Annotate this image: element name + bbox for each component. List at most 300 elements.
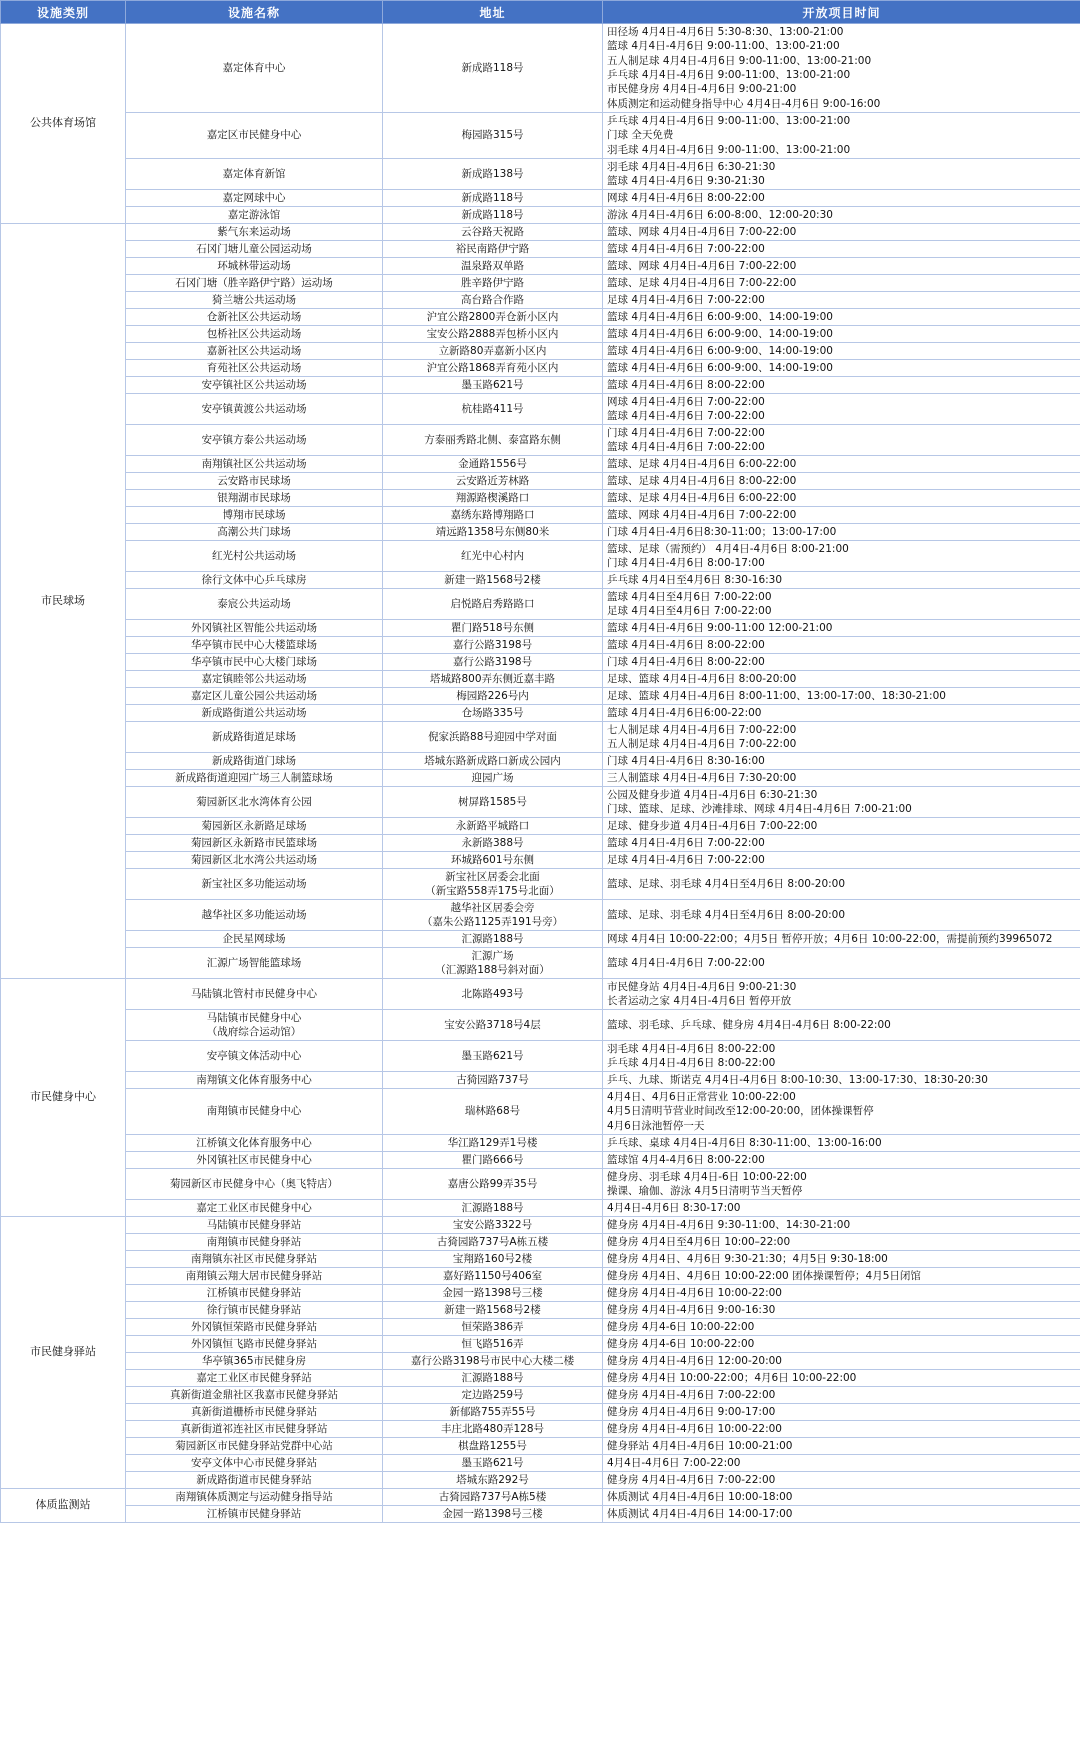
opening-times-cell-line: 门球 4月4日-4月6日 7:00-22:00 (607, 426, 765, 439)
table-row (1, 671, 1080, 688)
address-cell (383, 473, 603, 490)
table-body (1, 24, 1080, 1523)
address-cell-line: 新宝社区居委会北面 (445, 870, 540, 883)
address-cell (383, 292, 603, 309)
opening-times-cell-line: 篮球、足球、羽毛球 4月4日至4月6日 8:00-20:00 (607, 877, 846, 890)
table-row (1, 507, 1080, 524)
opening-times-cell-line: 健身房 4月4日-4月6日 10:00-22:00 (607, 1286, 782, 1299)
address-cell (383, 1387, 603, 1404)
address-cell (383, 572, 603, 589)
address-cell (383, 275, 603, 292)
opening-times-cell-line: 篮球 4月4日-4月6日 7:00-22:00 (607, 410, 765, 422)
opening-times-cell-line: 健身房 4月4日至4月6日 10:00–22:00 (607, 1235, 791, 1248)
address-cell (383, 1200, 603, 1217)
address-cell-line: 立新路80弄嘉新小区内 (438, 344, 547, 357)
facility-name-cell (126, 1089, 383, 1135)
opening-times-cell-line: 4月6日泳池暂停一天 (607, 1119, 705, 1132)
table-row (1, 753, 1080, 770)
category-cell: 公共体育场馆 (1, 24, 126, 224)
opening-times-cell-line: 门球 4月4日-4月6日 8:30-16:00 (607, 754, 765, 767)
table-row (1, 1370, 1080, 1387)
facility-name-cell-line: 安亭镇社区公共运动场 (201, 378, 307, 391)
facility-name-cell-line: （战府综合运动馆） (206, 1026, 302, 1038)
opening-times-cell-line: 健身驿站 4月4日-4月6日 10:00-21:00 (607, 1439, 793, 1452)
opening-times-cell-line: 篮球、足球、羽毛球 4月4日至4月6日 8:00-20:00 (607, 908, 846, 921)
facility-name-cell-line: 南翔镇体质测定与运动健身指导站 (175, 1490, 333, 1503)
opening-times-cell-line: 七人制足球 4月4日-4月6日 7:00-22:00 (607, 723, 797, 736)
address-cell-line: 沪宜公路1868弄育苑小区内 (426, 361, 559, 374)
address-cell-line: 墨玉路621号 (461, 1456, 524, 1469)
opening-times-cell-line: 体质测试 4月4日-4月6日 14:00-17:00 (607, 1507, 793, 1520)
address-cell-line: 温泉路双单路 (461, 259, 524, 272)
opening-times-cell (603, 818, 1080, 835)
opening-times-cell-line: 篮球、足球 4月4日-4月6日 7:00-22:00 (607, 276, 797, 289)
address-cell (383, 343, 603, 360)
address-cell-line: 汇源路188号 (461, 1201, 524, 1214)
address-cell (383, 1251, 603, 1268)
table-row (1, 1135, 1080, 1152)
opening-times-cell-line: 篮球、网球 4月4日-4月6日 7:00-22:00 (607, 508, 797, 521)
address-cell (383, 524, 603, 541)
opening-times-cell (603, 1200, 1080, 1217)
address-cell (383, 207, 603, 224)
facility-name-cell (126, 900, 383, 931)
opening-times-cell (603, 1404, 1080, 1421)
facility-name-cell-line: 菊园新区北水湾公共运动场 (191, 853, 317, 866)
facility-name-cell (126, 360, 383, 377)
address-cell (383, 1319, 603, 1336)
facility-name-cell-line: 江桥镇市民健身驿站 (206, 1286, 302, 1299)
table-row (1, 1319, 1080, 1336)
address-cell-line: 嘉行公路3198号 (452, 638, 533, 651)
address-cell (383, 931, 603, 948)
opening-times-cell-line: 足球 4月4日-4月6日 7:00-22:00 (607, 293, 765, 306)
header-address: 地址 (383, 1, 603, 24)
opening-times-cell-line: 4月4日-4月6日 7:00-22:00 (607, 1456, 741, 1469)
facility-name-cell-line: 泰宸公共运动场 (217, 597, 291, 610)
opening-times-cell (603, 1455, 1080, 1472)
opening-times-cell-line: 篮球 4月4日-4月6日6:00-22:00 (607, 706, 762, 719)
opening-times-cell-line: 乒乓球 4月4日-4月6日 9:00-11:00、13:00-21:00 (607, 114, 851, 127)
facility-name-cell (126, 224, 383, 241)
table-row (1, 931, 1080, 948)
table-row (1, 1251, 1080, 1268)
facility-name-cell (126, 1404, 383, 1421)
opening-times-cell-line: 篮球 4月4日-4月6日 7:00-22:00 (607, 441, 765, 453)
opening-times-cell-line: 4月5日清明节营业时间改至12:00-20:00，团体操课暂停 (607, 1105, 874, 1118)
facility-name-cell-line: 安亭镇黄渡公共运动场 (201, 402, 307, 415)
address-cell-line: 梅园路226号内 (456, 689, 529, 702)
table-row (1, 1421, 1080, 1438)
facility-name-cell (126, 654, 383, 671)
facility-name-cell (126, 1370, 383, 1387)
opening-times-cell (603, 1285, 1080, 1302)
facility-name-cell (126, 671, 383, 688)
address-cell-line: 红光中心村内 (461, 549, 524, 562)
table-row (1, 637, 1080, 654)
opening-times-cell (603, 688, 1080, 705)
opening-times-cell (603, 1135, 1080, 1152)
address-cell-line: 嘉行公路3198号 (452, 655, 533, 668)
address-cell-line: 嘉行公路3198号市民中心大楼二楼 (410, 1354, 575, 1367)
address-cell (383, 688, 603, 705)
facility-name-cell-line: 嘉定体育中心 (222, 61, 286, 74)
address-cell (383, 360, 603, 377)
facility-name-cell-line: 仓新社区公共运动场 (206, 310, 302, 323)
opening-times-cell-line: 门球 4月4日-4月6日 8:00-22:00 (607, 655, 765, 668)
opening-times-cell (603, 113, 1080, 159)
address-cell (383, 948, 603, 979)
category-cell: 市民球场 (1, 224, 126, 979)
opening-times-cell (603, 1010, 1080, 1041)
address-cell (383, 1234, 603, 1251)
opening-times-cell (603, 620, 1080, 637)
facility-name-cell-line: 高潮公共门球场 (217, 525, 291, 538)
opening-times-cell (603, 1387, 1080, 1404)
opening-times-cell (603, 787, 1080, 818)
opening-times-cell-line: 体质测定和运动健身指导中心 4月4日-4月6日 9:00-16:00 (607, 97, 881, 110)
table-row (1, 979, 1080, 1010)
facility-name-cell-line: 真新街道金鼎社区我嘉市民健身驿站 (170, 1388, 338, 1401)
address-cell (383, 159, 603, 190)
opening-times-cell (603, 1336, 1080, 1353)
address-cell-line: 胜辛路伊宁路 (461, 276, 524, 289)
opening-times-cell (603, 309, 1080, 326)
table-row (1, 524, 1080, 541)
facility-name-cell (126, 190, 383, 207)
facility-name-cell (126, 456, 383, 473)
table-row (1, 1169, 1080, 1200)
opening-times-cell (603, 1072, 1080, 1089)
table-row (1, 1472, 1080, 1489)
facility-name-cell (126, 507, 383, 524)
opening-times-cell (603, 637, 1080, 654)
opening-times-cell-line: 市民健身站 4月4日-4月6日 9:00-21:30 (607, 980, 797, 993)
facility-name-cell (126, 1135, 383, 1152)
facility-name-cell-line: 华亭镇市民中心大楼篮球场 (191, 638, 317, 651)
facility-name-cell-line: 嘉定工业区市民健身中心 (196, 1201, 312, 1214)
facility-name-cell (126, 394, 383, 425)
facility-name-cell (126, 787, 383, 818)
opening-times-cell-line: 篮球 4月4日-4月6日 6:00-9:00、14:00-19:00 (607, 361, 833, 374)
opening-times-cell-line: 健身房 4月4日-4月6日 7:00-22:00 (607, 1473, 776, 1486)
opening-times-cell (603, 1353, 1080, 1370)
address-cell (383, 671, 603, 688)
address-cell (383, 753, 603, 770)
address-cell (383, 507, 603, 524)
table-row (1, 1387, 1080, 1404)
address-cell (383, 224, 603, 241)
table-row (1, 1438, 1080, 1455)
address-cell (383, 241, 603, 258)
opening-times-cell-line: 篮球、网球 4月4日-4月6日 7:00-22:00 (607, 225, 797, 238)
facility-name-cell (126, 309, 383, 326)
opening-times-cell (603, 1152, 1080, 1169)
address-cell-line: 金园一路1398号三楼 (442, 1286, 543, 1299)
table-row (1, 852, 1080, 869)
address-cell-line: 塔城东路292号 (456, 1473, 529, 1486)
category-cell: 市民健身中心 (1, 979, 126, 1217)
table-row (1, 1455, 1080, 1472)
opening-times-cell-line: 公园及健身步道 4月4日-4月6日 6:30-21:30 (607, 788, 818, 801)
facility-name-cell (126, 1336, 383, 1353)
category-cell: 体质监测站 (1, 1489, 126, 1523)
opening-times-cell (603, 1421, 1080, 1438)
facility-name-cell (126, 753, 383, 770)
address-cell-line: 云安路近芳林路 (455, 474, 530, 487)
table-row (1, 620, 1080, 637)
opening-times-cell-line: 篮球 4月4日-4月6日 7:00-22:00 (607, 956, 765, 969)
facility-name-cell (126, 473, 383, 490)
facility-name-cell-line: 南翔镇云翔大居市民健身驿站 (185, 1269, 323, 1282)
address-cell (383, 589, 603, 620)
facility-name-cell-line: 育苑社区公共运动场 (206, 361, 302, 374)
facility-name-cell (126, 524, 383, 541)
address-cell (383, 722, 603, 753)
opening-times-cell-line: 足球 4月4日-4月6日 7:00-22:00 (607, 853, 765, 866)
address-cell-line: 方泰丽秀路北侧、泰富路东侧 (424, 433, 561, 446)
address-cell (383, 869, 603, 900)
address-cell (383, 1089, 603, 1135)
facility-name-cell-line: 云安路市民球场 (217, 474, 291, 487)
address-cell (383, 1041, 603, 1072)
facility-name-cell-line: 新成路街道迎园广场三人制篮球场 (175, 771, 333, 784)
facility-name-cell-line: 外冈镇恒荣路市民健身驿站 (191, 1320, 317, 1333)
address-cell-line: 汇源路188号 (461, 932, 524, 945)
opening-times-cell-line: 健身房 4月4日-4月6日 9:00-16:30 (607, 1303, 776, 1316)
table-row (1, 572, 1080, 589)
opening-times-cell-line: 乒乓球 4月4日-4月6日 9:00-11:00、13:00-21:00 (607, 69, 851, 81)
address-cell-line: 环城路601号东侧 (450, 853, 535, 866)
address-cell-line: 新郁路755弄55号 (449, 1405, 536, 1418)
opening-times-cell (603, 1506, 1080, 1523)
address-cell-line: 嘉绣东路博翔路口 (450, 508, 535, 521)
facility-name-cell (126, 343, 383, 360)
facility-name-cell (126, 1152, 383, 1169)
address-cell (383, 1217, 603, 1234)
facility-name-cell-line: 徐行镇市民健身驿站 (206, 1303, 302, 1316)
opening-times-cell-line: 健身房 4月4-6日 10:00-22:00 (607, 1320, 755, 1333)
address-cell-line: 永新路388号 (461, 836, 524, 849)
address-cell (383, 258, 603, 275)
address-cell (383, 1135, 603, 1152)
opening-times-cell-line: 体质测试 4月4日-4月6日 10:00-18:00 (607, 1490, 793, 1503)
facility-name-cell-line: 南翔镇社区公共运动场 (201, 457, 307, 470)
facility-name-cell (126, 1041, 383, 1072)
opening-times-cell-line: 篮球 4月4日-4月6日 7:00-22:00 (607, 836, 765, 849)
opening-times-cell (603, 1234, 1080, 1251)
facility-name-cell-line: 新成路街道门球场 (212, 754, 296, 767)
opening-times-cell (603, 1089, 1080, 1135)
opening-times-cell-line: 篮球、足球（需预约） 4月4日-4月6日 8:00-21:00 (607, 542, 849, 555)
opening-times-cell (603, 671, 1080, 688)
facility-name-cell (126, 490, 383, 507)
opening-times-cell-line: 乒乓球 4月4日-4月6日 8:00-22:00 (607, 1057, 776, 1069)
facility-name-cell-line: 菊园新区永新路足球场 (201, 819, 307, 832)
facility-name-cell-line: 安亭文体中心市民健身驿站 (191, 1456, 317, 1469)
address-cell (383, 1455, 603, 1472)
opening-times-cell-line: 健身房 4月4日 10:00-22:00；4月6日 10:00-22:00 (607, 1371, 857, 1384)
facility-name-cell-line: 嘉新社区公共运动场 (206, 344, 302, 357)
facility-name-cell (126, 770, 383, 787)
opening-times-cell (603, 1370, 1080, 1387)
opening-times-cell (603, 900, 1080, 931)
address-cell-line: 启悦路启秀路路口 (450, 597, 535, 610)
address-cell (383, 654, 603, 671)
table-row (1, 326, 1080, 343)
table-row (1, 224, 1080, 241)
facility-name-cell (126, 425, 383, 456)
facility-name-cell-line: 企民星网球场 (222, 932, 286, 945)
opening-times-cell-line: 游泳 4月4日-4月6日 6:00-8:00、12:00-20:30 (607, 208, 833, 221)
opening-times-cell-line: 健身房 4月4日、4月6日 9:30-21:30；4月5日 9:30-18:00 (607, 1252, 888, 1265)
opening-times-cell (603, 1041, 1080, 1072)
opening-times-cell (603, 1302, 1080, 1319)
facility-name-cell (126, 688, 383, 705)
address-cell-line: 倪家浜路88号迎园中学对面 (428, 730, 557, 743)
table-row (1, 688, 1080, 705)
opening-times-cell-line: 篮球、足球 4月4日-4月6日 8:00-22:00 (607, 474, 797, 487)
opening-times-cell (603, 292, 1080, 309)
facility-name-cell-line: 菊园新区北水湾体育公园 (196, 795, 312, 808)
address-cell-line: 新建一路1568号2楼 (444, 573, 541, 586)
opening-times-cell-line: 篮球 4月4日-4月6日 9:30-21:30 (607, 175, 765, 187)
facility-name-cell (126, 1455, 383, 1472)
address-cell (383, 541, 603, 572)
address-cell (383, 1072, 603, 1089)
facility-name-cell (126, 835, 383, 852)
facility-name-cell (126, 377, 383, 394)
opening-times-cell (603, 1489, 1080, 1506)
address-cell (383, 1169, 603, 1200)
opening-times-cell-line: 足球、篮球 4月4日-4月6日 8:00-20:00 (607, 672, 797, 685)
facility-name-cell-line: 马陆镇北管村市民健身中心 (191, 987, 317, 1000)
facility-name-cell-line: 嘉定体育新馆 (222, 167, 286, 180)
address-cell-line: 新成路118号 (461, 191, 524, 204)
table-row (1, 1506, 1080, 1523)
address-cell (383, 24, 603, 113)
address-cell-line: 靖远路1358号东侧80米 (435, 525, 550, 538)
address-cell (383, 1472, 603, 1489)
facility-name-cell (126, 292, 383, 309)
address-cell-line: 宝安公路3322号 (452, 1218, 533, 1231)
facility-name-cell-line: 外冈镇恒飞路市民健身驿站 (191, 1337, 317, 1350)
opening-times-cell-line: 羽毛球 4月4日-4月6日 8:00-22:00 (607, 1042, 776, 1055)
address-cell (383, 1506, 603, 1523)
facility-name-cell (126, 24, 383, 113)
opening-times-cell (603, 207, 1080, 224)
facility-name-cell (126, 541, 383, 572)
opening-times-cell (603, 24, 1080, 113)
opening-times-cell-line: 篮球 4月4日-4月6日 6:00-9:00、14:00-19:00 (607, 310, 833, 323)
opening-times-cell-line: 操课、瑜伽、游泳 4月5日清明节当天暂停 (607, 1185, 803, 1197)
address-cell (383, 770, 603, 787)
opening-times-cell-line: 长者运动之家 4月4日-4月6日 暂停开放 (607, 995, 792, 1007)
address-cell-line: 恒荣路386弄 (461, 1320, 524, 1333)
address-cell-line: 嘉好路1150号406室 (442, 1269, 543, 1282)
table-row (1, 207, 1080, 224)
facility-name-cell (126, 1387, 383, 1404)
opening-times-cell-line: 乒乓球、桌球 4月4日-4月6日 8:30-11:00、13:00-16:00 (607, 1136, 882, 1149)
facility-name-cell (126, 979, 383, 1010)
opening-times-cell (603, 524, 1080, 541)
facility-name-cell (126, 275, 383, 292)
facility-name-cell (126, 722, 383, 753)
address-cell (383, 787, 603, 818)
address-cell-line: 金园一路1398号三楼 (442, 1507, 543, 1520)
opening-times-cell-line: 网球 4月4日 10:00-22:00；4月5日 暂停开放；4月6日 10:00-22:00，需提前预约39965072 (607, 932, 1053, 945)
opening-times-cell-line: 足球 4月4日至4月6日 7:00-22:00 (607, 605, 772, 617)
facility-name-cell-line: 新成路街道市民健身驿站 (196, 1473, 312, 1486)
address-cell (383, 1336, 603, 1353)
facility-name-cell (126, 869, 383, 900)
address-cell (383, 1302, 603, 1319)
facility-name-cell (126, 1285, 383, 1302)
table-row (1, 1336, 1080, 1353)
address-cell (383, 852, 603, 869)
facility-name-cell (126, 1421, 383, 1438)
address-cell-line: 古猗园路737号A栋5楼 (438, 1490, 547, 1503)
opening-times-cell-line: 篮球 4月4日-4月6日 6:00-9:00、14:00-19:00 (607, 327, 833, 340)
facility-name-cell (126, 948, 383, 979)
facility-name-cell-line: 博翔市民球场 (222, 508, 286, 521)
address-cell-line: 永新路平城路口 (455, 819, 530, 832)
facility-name-cell (126, 113, 383, 159)
opening-times-cell (603, 473, 1080, 490)
table-row (1, 948, 1080, 979)
opening-times-cell (603, 490, 1080, 507)
facility-name-cell-line: 华亭镇市民中心大楼门球场 (191, 655, 317, 668)
facility-name-cell (126, 1506, 383, 1523)
address-cell-line: （嘉朱公路1125弄191号旁） (421, 916, 564, 928)
facility-name-cell (126, 207, 383, 224)
facility-name-cell-line: 南翔镇东社区市民健身驿站 (191, 1252, 317, 1265)
opening-times-cell (603, 654, 1080, 671)
opening-times-cell (603, 507, 1080, 524)
facility-name-cell (126, 852, 383, 869)
opening-times-cell (603, 852, 1080, 869)
facility-name-cell (126, 241, 383, 258)
opening-times-cell-line: 篮球 4月4日-4月6日 8:00-22:00 (607, 638, 765, 651)
facility-name-cell (126, 589, 383, 620)
facility-name-cell (126, 1319, 383, 1336)
facility-name-cell (126, 1200, 383, 1217)
table-row (1, 900, 1080, 931)
table-row (1, 490, 1080, 507)
facility-name-cell (126, 1234, 383, 1251)
address-cell (383, 1152, 603, 1169)
address-cell-line: 瞿门路666号 (461, 1153, 524, 1166)
facility-name-cell-line: 华亭镇365市民健身房 (201, 1354, 307, 1367)
table-row (1, 1072, 1080, 1089)
address-cell-line: 云谷路天祝路 (461, 225, 524, 238)
table-row (1, 1489, 1080, 1506)
opening-times-cell-line: 篮球、网球 4月4日-4月6日 7:00-22:00 (607, 259, 797, 272)
address-cell-line: 新成路118号 (461, 208, 524, 221)
opening-times-cell-line: 健身房 4月4日-4月6日 10:00-22:00 (607, 1422, 782, 1435)
table-row (1, 309, 1080, 326)
address-cell (383, 394, 603, 425)
address-cell (383, 1421, 603, 1438)
opening-times-cell-line: 足球、篮球 4月4日-4月6日 8:00-11:00、13:00-17:00、18:30-21:00 (607, 689, 946, 702)
opening-times-cell (603, 241, 1080, 258)
table-row (1, 275, 1080, 292)
address-cell (383, 1268, 603, 1285)
address-cell (383, 835, 603, 852)
address-cell (383, 309, 603, 326)
facility-name-cell-line: 嘉定区市民健身中心 (206, 129, 302, 142)
address-cell-line: 沪宜公路2800弄仓新小区内 (426, 310, 559, 323)
